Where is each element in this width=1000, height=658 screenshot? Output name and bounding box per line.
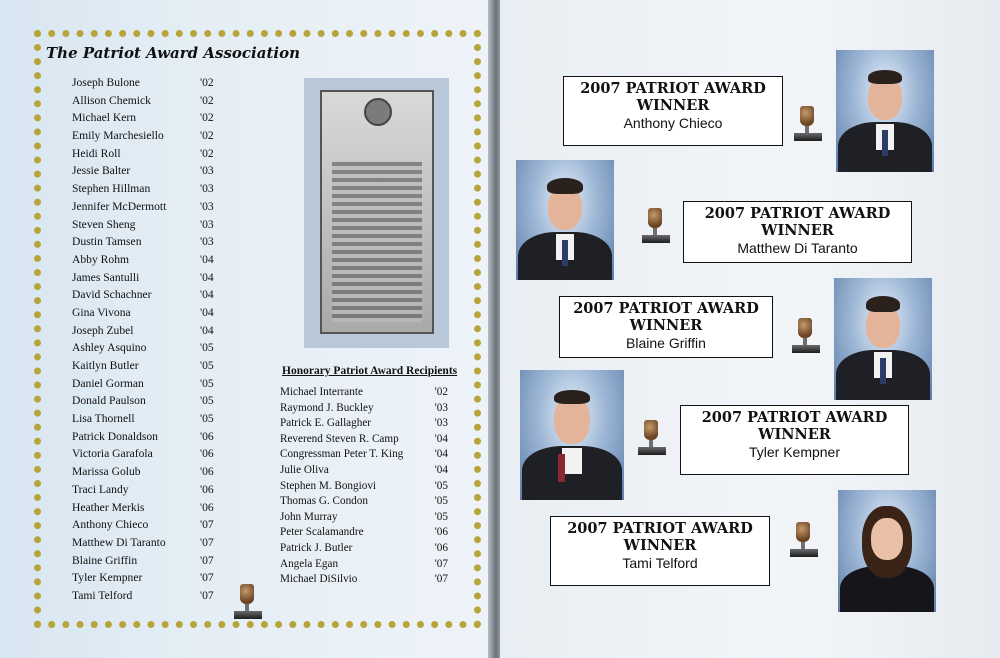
member-row — [72, 554, 222, 572]
honoree-year: '05 — [434, 479, 448, 492]
member-row — [72, 182, 222, 200]
honoree-name: Thomas G. Condon — [280, 495, 368, 508]
award-box-4 — [680, 405, 909, 475]
honoree-row — [280, 558, 448, 574]
honoree-name: Congressman Peter T. King — [280, 448, 404, 461]
right-page — [500, 0, 1000, 658]
member-row — [72, 501, 222, 519]
member-name: Tyler Kempner — [72, 571, 143, 585]
award-box-3 — [559, 296, 773, 358]
member-year: '03 — [200, 217, 214, 231]
member-row — [72, 164, 222, 182]
trophy-icon — [792, 106, 824, 142]
member-name: David Schachner — [72, 288, 152, 302]
member-name: Joseph Zubel — [72, 323, 134, 337]
honoree-row — [280, 511, 448, 527]
honoree-row — [280, 573, 448, 589]
member-row — [72, 465, 222, 483]
honoree-year: '04 — [434, 432, 448, 445]
honoree-name: Stephen M. Bongiovi — [280, 479, 377, 492]
member-name: Donald Paulson — [72, 394, 146, 408]
member-year: '07 — [200, 553, 214, 567]
member-row — [72, 377, 222, 395]
member-name: Steven Sheng — [72, 217, 136, 231]
portrait-photo — [516, 160, 614, 280]
portrait-photo — [838, 490, 936, 612]
trophy-icon — [636, 420, 668, 456]
honoree-year: '04 — [434, 448, 448, 461]
member-row — [72, 271, 222, 289]
association-title: The Patriot Award Association — [46, 44, 301, 62]
portrait-photo — [836, 50, 934, 172]
member-year: '02 — [200, 146, 214, 160]
member-name: Gina Vivona — [72, 305, 131, 319]
honorary-list — [280, 386, 448, 589]
member-row — [72, 447, 222, 465]
portrait-photo — [520, 370, 624, 500]
member-year: '02 — [200, 111, 214, 125]
member-row — [72, 306, 222, 324]
member-year: '06 — [200, 500, 214, 514]
member-row — [72, 129, 222, 147]
member-year: '06 — [200, 447, 214, 461]
member-name: Jessie Balter — [72, 164, 131, 178]
member-name: Traci Landy — [72, 482, 129, 496]
member-name: James Santulli — [72, 270, 140, 284]
member-list — [72, 76, 222, 607]
member-row — [72, 589, 222, 607]
member-year: '05 — [200, 376, 214, 390]
member-year: '04 — [200, 288, 214, 302]
member-name: Victoria Garafola — [72, 447, 153, 461]
member-name: Marissa Golub — [72, 465, 141, 479]
member-name: Ashley Asquino — [72, 341, 147, 355]
member-row — [72, 412, 222, 430]
member-row — [72, 483, 222, 501]
member-row — [72, 359, 222, 377]
member-year: '07 — [200, 535, 214, 549]
honoree-name: Peter Scalamandre — [280, 526, 364, 539]
member-row — [72, 76, 222, 94]
member-row — [72, 235, 222, 253]
honoree-year: '05 — [434, 510, 448, 523]
member-name: Heather Merkis — [72, 500, 145, 514]
honoree-name: Angela Egan — [280, 557, 339, 570]
honoree-row — [280, 526, 448, 542]
member-name: Dustin Tamsen — [72, 235, 142, 249]
honoree-name: Patrick J. Butler — [280, 541, 353, 554]
member-row — [72, 253, 222, 271]
trophy-icon — [640, 208, 672, 244]
honoree-name: Michael DiSilvio — [280, 573, 358, 586]
honoree-year: '05 — [434, 495, 448, 508]
member-year: '03 — [200, 164, 214, 178]
award-box-5 — [550, 516, 770, 586]
trophy-icon — [790, 318, 822, 354]
trophy-icon — [788, 522, 820, 558]
member-year: '06 — [200, 482, 214, 496]
honoree-name: Patrick E. Gallagher — [280, 417, 372, 430]
member-year: '07 — [200, 588, 214, 602]
award-winner-name: Tami Telford — [622, 555, 698, 571]
honoree-row — [280, 402, 448, 418]
award-heading: 2007 PATRIOT AWARD WINNER — [580, 80, 766, 114]
member-name: Anthony Chieco — [72, 518, 149, 532]
member-year: '04 — [200, 252, 214, 266]
award-box-1 — [563, 76, 783, 146]
member-row — [72, 94, 222, 112]
honoree-year: '03 — [434, 401, 448, 414]
member-year: '03 — [200, 182, 214, 196]
honorary-title: Honorary Patriot Award Recipients — [282, 365, 458, 377]
award-heading: 2007 PATRIOT AWARD WINNER — [704, 205, 891, 239]
member-year: '02 — [200, 76, 214, 89]
honoree-year: '07 — [434, 557, 448, 570]
left-page — [0, 0, 495, 658]
award-winner-name: Anthony Chieco — [623, 115, 723, 131]
member-year: '03 — [200, 235, 214, 249]
honoree-year: '03 — [434, 417, 448, 430]
award-winner-name: Blaine Griffin — [626, 335, 706, 351]
member-row — [72, 341, 222, 359]
member-year: '02 — [200, 129, 214, 143]
plaque-image — [320, 90, 434, 334]
member-name: Blaine Griffin — [72, 553, 138, 567]
member-year: '04 — [200, 270, 214, 284]
member-year: '06 — [200, 465, 214, 479]
member-year: '05 — [200, 394, 214, 408]
honoree-row — [280, 417, 448, 433]
member-year: '06 — [200, 429, 214, 443]
honoree-name: John Murray — [280, 510, 338, 523]
member-row — [72, 394, 222, 412]
award-winner-name: Matthew Di Taranto — [737, 240, 858, 256]
member-row — [72, 218, 222, 236]
member-row — [72, 536, 222, 554]
honoree-year: '07 — [434, 573, 448, 586]
honoree-row — [280, 464, 448, 480]
honoree-row — [280, 542, 448, 558]
member-year: '05 — [200, 412, 214, 426]
award-heading: 2007 PATRIOT AWARD WINNER — [701, 409, 888, 443]
member-row — [72, 288, 222, 306]
member-row — [72, 571, 222, 589]
member-name: Joseph Bulone — [72, 76, 140, 89]
member-name: Heidi Roll — [72, 146, 121, 160]
honoree-row — [280, 480, 448, 496]
honoree-name: Reverend Steven R. Camp — [280, 432, 399, 445]
member-row — [72, 324, 222, 342]
plaque-photo — [304, 78, 449, 348]
member-year: '04 — [200, 305, 214, 319]
member-year: '03 — [200, 199, 214, 213]
honoree-year: '06 — [434, 526, 448, 539]
member-name: Matthew Di Taranto — [72, 535, 166, 549]
member-row — [72, 518, 222, 536]
honoree-name: Raymond J. Buckley — [280, 401, 374, 414]
member-year: '05 — [200, 359, 214, 372]
honoree-row — [280, 433, 448, 449]
member-name: Allison Chemick — [72, 93, 151, 107]
member-name: Abby Rohm — [72, 252, 130, 266]
award-heading: 2007 PATRIOT AWARD WINNER — [567, 520, 753, 554]
member-year: '04 — [200, 323, 214, 337]
member-row — [72, 430, 222, 448]
honoree-row — [280, 495, 448, 511]
award-box-2 — [683, 201, 912, 263]
member-row — [72, 111, 222, 129]
member-year: '05 — [200, 341, 214, 355]
member-name: Michael Kern — [72, 111, 137, 125]
member-name: Tami Telford — [72, 588, 133, 602]
award-winner-name: Tyler Kempner — [748, 444, 841, 460]
seal-icon — [364, 98, 392, 126]
trophy-icon — [232, 584, 264, 620]
member-year: '07 — [200, 571, 214, 585]
honoree-row — [280, 448, 448, 464]
member-name: Stephen Hillman — [72, 182, 151, 196]
member-row — [72, 147, 222, 165]
award-heading: 2007 PATRIOT AWARD WINNER — [573, 300, 759, 334]
member-name: Jennifer McDermott — [72, 199, 167, 213]
member-name: Lisa Thornell — [72, 412, 135, 426]
honoree-year: '04 — [434, 463, 448, 476]
member-year: '02 — [200, 93, 214, 107]
honoree-name: Julie Oliva — [280, 463, 329, 476]
member-row — [72, 200, 222, 218]
portrait-photo — [834, 278, 932, 400]
plaque-name-rows — [332, 162, 422, 322]
honoree-row — [280, 386, 448, 402]
member-name: Kaitlyn Butler — [72, 359, 139, 372]
honoree-name: Michael Interrante — [280, 386, 363, 398]
member-name: Patrick Donaldson — [72, 429, 158, 443]
member-year: '07 — [200, 518, 214, 532]
member-name: Emily Marchesiello — [72, 129, 164, 143]
honoree-year: '02 — [434, 386, 448, 398]
honoree-year: '06 — [434, 541, 448, 554]
member-name: Daniel Gorman — [72, 376, 144, 390]
